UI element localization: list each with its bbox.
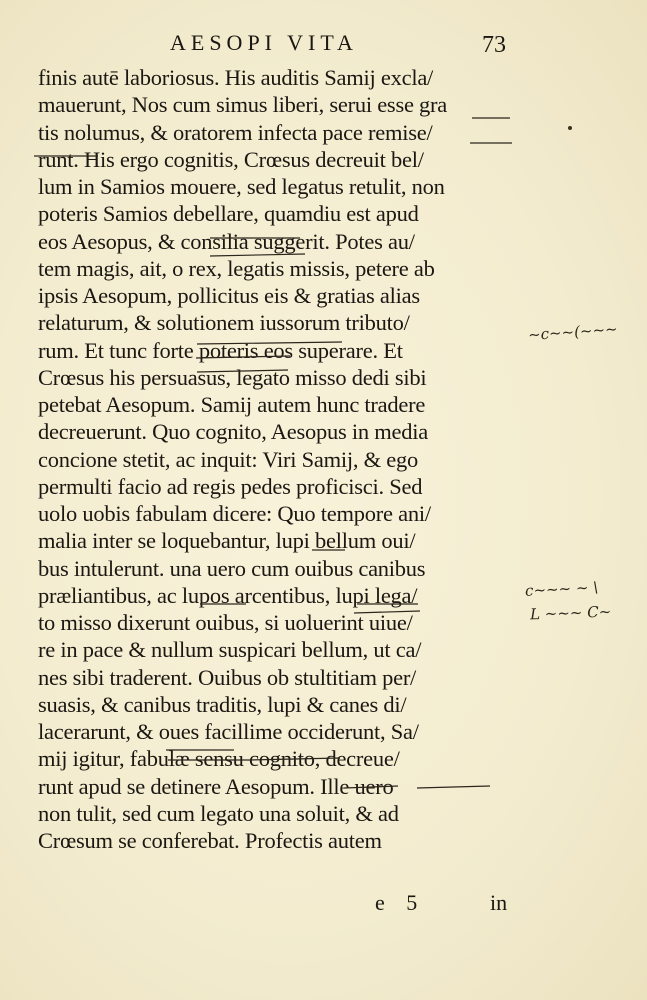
text-line: Crœsum se conferebat. Profectis autem [38, 828, 382, 853]
text-line: relaturum, & solutionem iussorum tributo/ [38, 310, 410, 336]
signature-mark: e 5 [375, 890, 426, 915]
text-line: finis autē laboriosus. His auditis Samij excla/ [38, 65, 434, 90]
text-line: mij igitur, fabulæ sensu cognito, decreue/ [38, 746, 400, 772]
margin-note-handwritten: ~c~~(~~~ [527, 319, 619, 345]
text-line: ipsis Aesopum, pollicitus eis & gratias alias [38, 283, 420, 308]
text-line: malia inter se loquebantur, lupi bellum oui/ [38, 528, 416, 554]
text-line: concione stetit, ac inquit: Viri Samij, & ego [38, 446, 419, 472]
text-line: runt apud se detinere Aesopum. Ille uero [38, 773, 394, 799]
text-line: re in pace & nullum suspicari bellum, ut ca/ [38, 637, 422, 663]
catchline [38, 890, 518, 920]
text-line: rum. Et tunc forte poteris eos superare. Et [38, 337, 403, 363]
text-line: lum in Samios mouere, sed legatus retulit, non [38, 174, 445, 199]
margin-note-handwritten: c~~~ ~ \ [524, 578, 599, 600]
text-line: lacerarunt, & oues facillime occiderunt, Sa/ [38, 719, 419, 744]
text-line: runt. His ergo cognitis, Crœsus decreuit bel/ [38, 146, 424, 172]
text-line: to misso dixerunt ouibus, si uoluerint uiue/ [38, 610, 413, 635]
text-line: eos Aesopus, & consilia suggerit. Potes au/ [38, 228, 415, 254]
text-line: præliantibus, ac lupos arcentibus, lupi lega/ [38, 582, 418, 608]
text-line: petebat Aesopum. Samij autem hunc tradere [38, 392, 426, 417]
text-line: decreuerunt. Quo cognito, Aesopus in media [38, 419, 429, 445]
text-line: uolo uobis fabulam dicere: Quo tempore ani/ [38, 501, 431, 526]
text-line: poteris Samios debellare, quamdiu est apud [38, 201, 419, 227]
catchword: in [490, 890, 508, 915]
running-head: AESOPI VITA [170, 30, 358, 55]
body-text [38, 64, 518, 854]
text-line: non tulit, sed cum legato una soluit, & ad [38, 800, 399, 826]
text-line: mauerunt, Nos cum simus liberi, serui esse gra [38, 92, 448, 118]
text-line: Crœsus his persuasus, legato misso dedi sibi [38, 364, 427, 390]
page-number: 73 [482, 32, 506, 58]
text-line: tem magis, ait, o rex, legatis missis, petere ab [38, 255, 435, 281]
text-line: nes sibi traderent. Ouibus ob stultitiam per/ [38, 664, 417, 690]
text-line: bus intulerunt. una uero cum ouibus canibus [38, 555, 426, 581]
text-line: suasis, & canibus traditis, lupi & canes di/ [38, 691, 407, 717]
text-line: tis nolumus, & oratorem infecta pace remise/ [38, 119, 433, 145]
margin-note-handwritten: L ~~~ C~ [529, 602, 612, 624]
margin-dot-mark [568, 126, 572, 130]
text-line: permulti facio ad regis pedes proficisci. Sed [38, 473, 423, 499]
